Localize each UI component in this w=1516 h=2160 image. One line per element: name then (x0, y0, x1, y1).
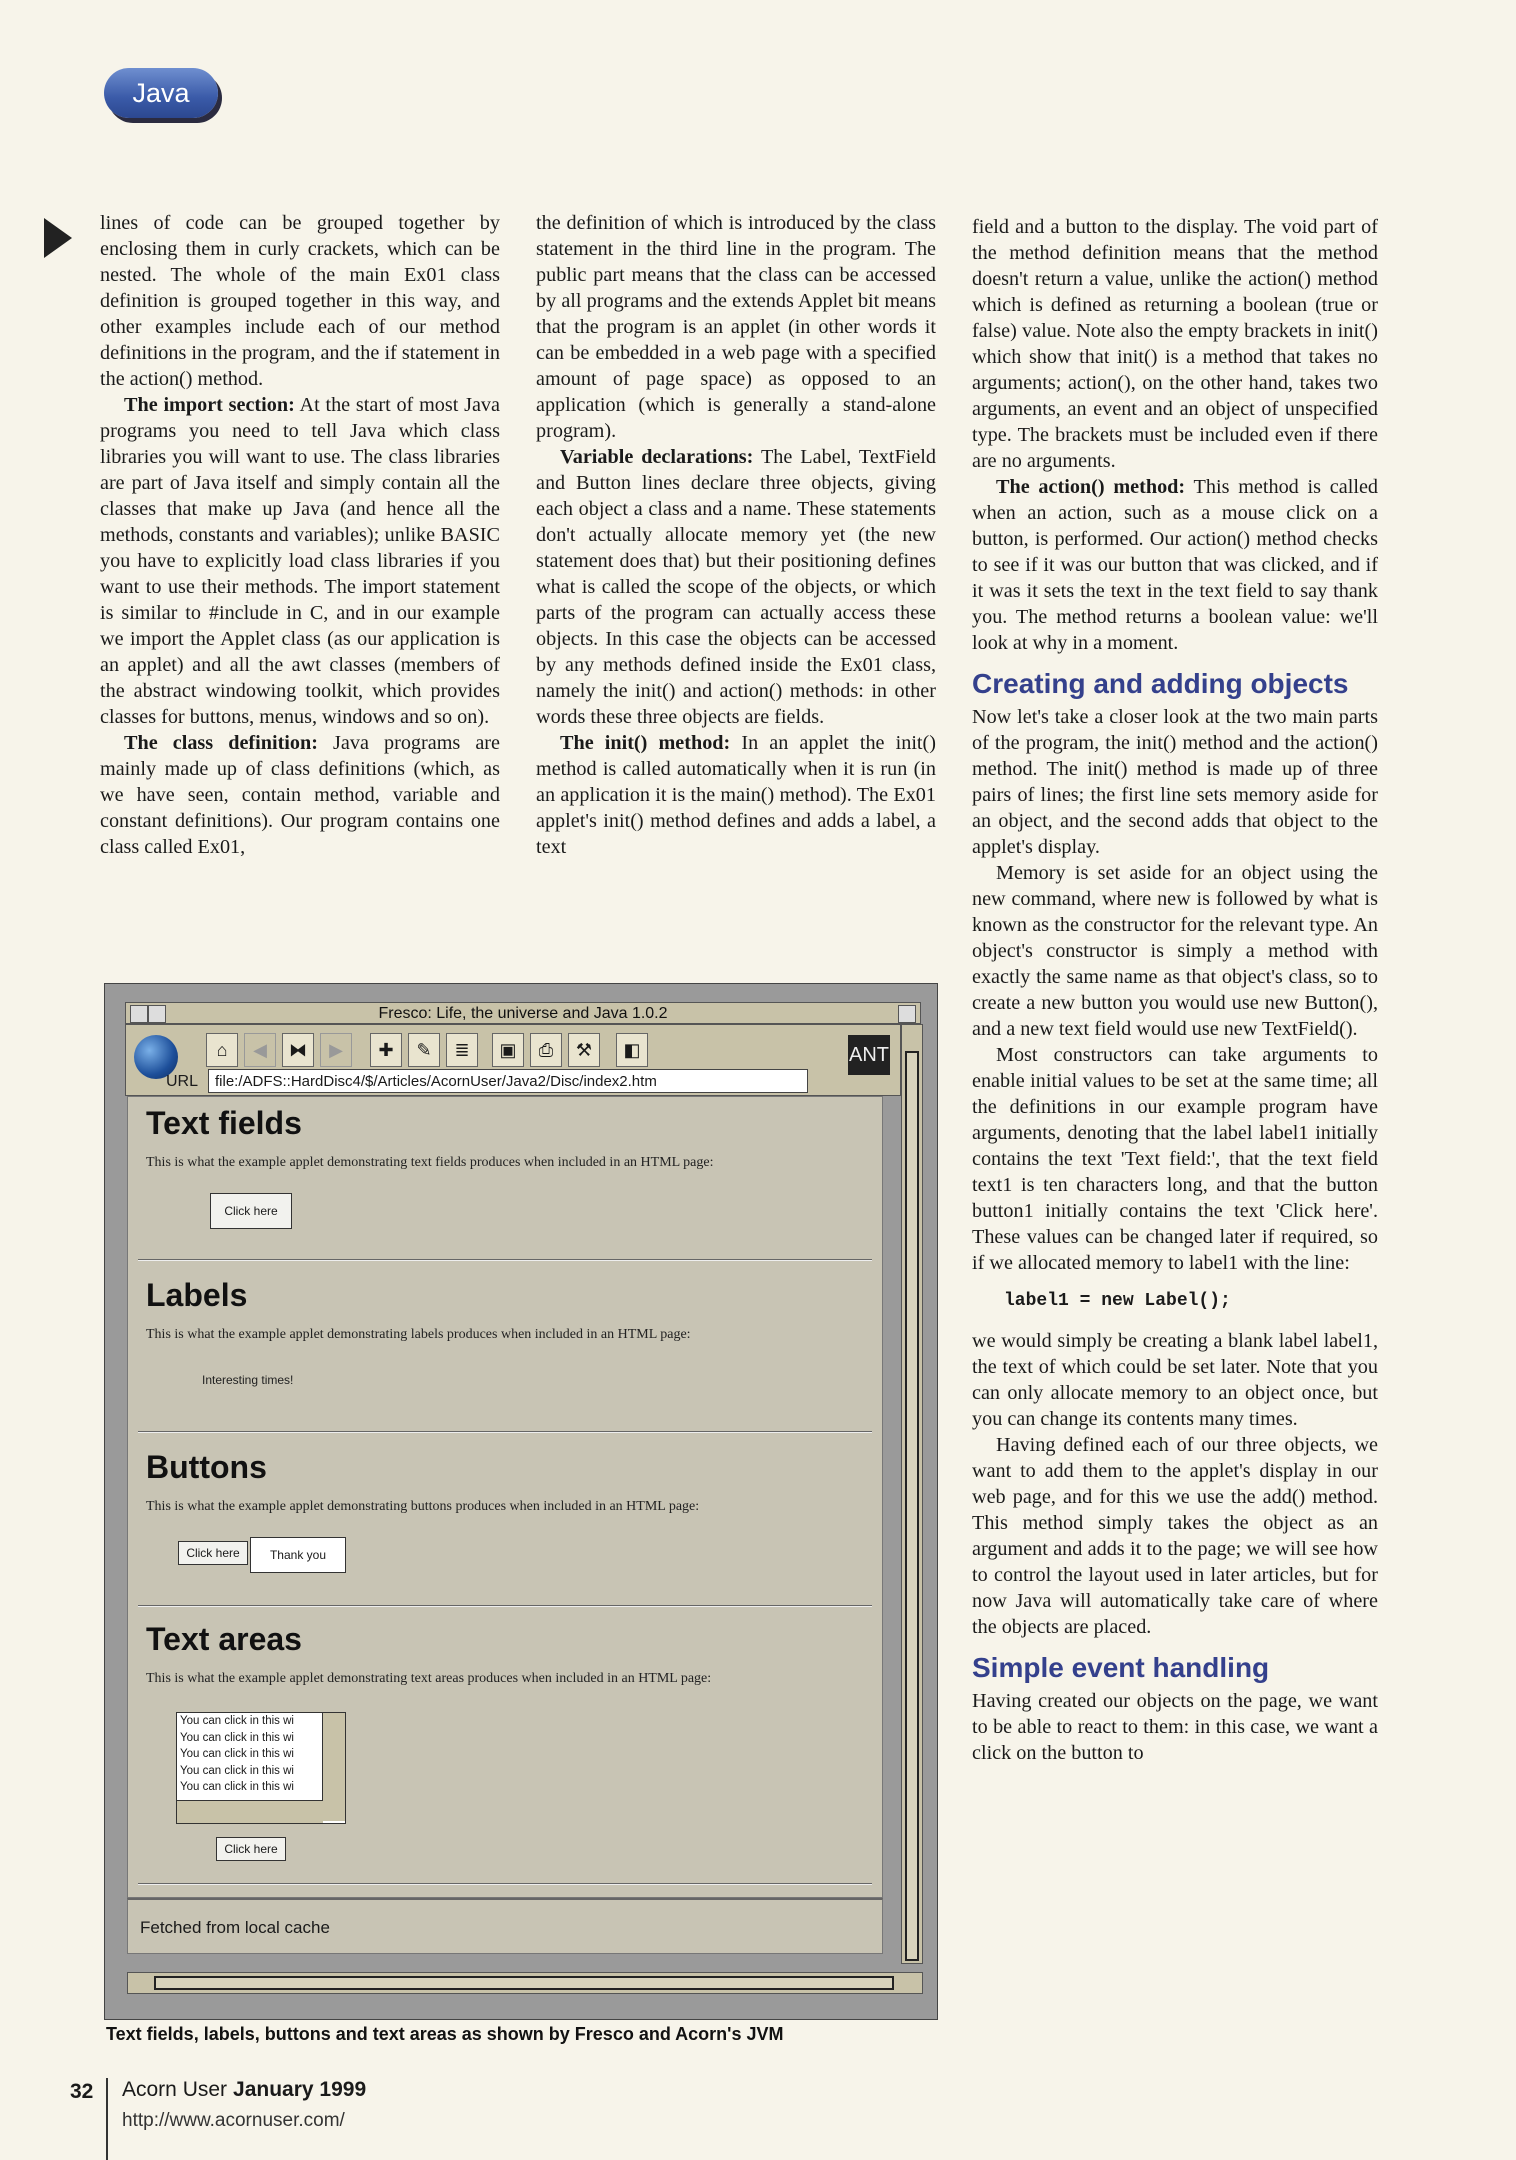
text-area-hscroll[interactable] (177, 1800, 323, 1823)
status-bar: Fetched from local cache (127, 1898, 883, 1954)
footer-url[interactable]: http://www.acornuser.com/ (122, 2110, 345, 2131)
code-snippet: label1 = new Label(); (1004, 1291, 1231, 1311)
text-area-line: You can click in this wi (180, 1764, 294, 1777)
ant-logo: ANT (848, 1035, 890, 1075)
section-heading: Text areas (146, 1621, 302, 1657)
close-icon[interactable] (148, 1005, 166, 1023)
col3-paragraph-3: Now let's take a closer look at the two main parts of the program, the init() method and the action() method. The init() method is made up of three pairs of lines; the first line sets memory aside for an object, and the second adds that object to the applet's display. (972, 706, 1378, 858)
magazine-name: Acorn User (122, 2078, 228, 2101)
col2-paragraph-1: the definition of which is introduced by the class statement in the third line in the program. The public part means that the class can be accessed by all programs and the extends Applet bit means that the program is an applet (in other words it can be embedded in a web page with a specified amount of page space) as opposed to an application (which is generally a stand-alone program). (536, 212, 936, 442)
click-here-button[interactable]: Click here (178, 1541, 248, 1565)
col3-paragraph-1: field and a button to the display. The void part of the method definition means that the method doesn't return a value, unlike the action() method which is defined as returning a boolean (true or false) value. Note also the empty brackets in init() which show that init() is a method that takes no arguments; action(), on the other hand, takes two arguments, an event and an object of unspecified type. The brackets must be included even if there are no arguments. (972, 216, 1378, 472)
section-description: This is what the example applet demonstrating labels produces when included in an HTML page: (146, 1327, 691, 1342)
creating-objects-heading: Creating and adding objects (972, 668, 1349, 699)
applet-label: Interesting times! (202, 1373, 294, 1387)
history-icon[interactable]: ⧓ (282, 1033, 314, 1067)
buttons-section (146, 1447, 876, 1515)
text-area-line: You can click in this wi (180, 1748, 294, 1760)
col3-paragraph-2-text: This method is called when an action, such as a mouse click on a button, is performed. Our action() method checks to see if it was our button that was clicked, and if it was it sets the text in the text field to say thank you. The method returns a boolean value: we'll look at why in a moment. (972, 476, 1378, 654)
col3-paragraph-7: Having defined each of our three objects, we want to add them to the applet's display in our web page, and for this we use the add() method. This method simply takes the object as an argument and adds it to the page; we will see how to control the layout used in later articles, but for now Java will automatically take care of where the objects are placed. (972, 1434, 1378, 1638)
view-source-icon[interactable]: ≣ (446, 1033, 478, 1067)
window-title: Fresco: Life, the universe and Java 1.0.2 (378, 1005, 668, 1022)
col2-paragraph-3-text: In an applet the init() method is called automatically when it is run (in an application it is the main() method). The Ex01 applet's init() method defines and adds a label, a text (536, 732, 936, 858)
browser-window-screenshot (104, 983, 938, 2020)
section-description: This is what the example applet demonstrating buttons produces when included in an HTML page: (146, 1499, 700, 1514)
class-definition-heading: The class definition: (124, 732, 318, 754)
back-icon[interactable]: ◀ (244, 1033, 276, 1067)
vertical-scroll-thumb[interactable] (905, 1051, 919, 1961)
figure-caption: Text fields, labels, buttons and text areas as shown by Fresco and Acorn's JVM (106, 2024, 784, 2044)
issue-date: January 1999 (233, 2078, 367, 2101)
home-icon[interactable]: ⌂ (206, 1033, 238, 1067)
text-area-line: You can click in this wi (180, 1781, 294, 1793)
divider (138, 1259, 872, 1261)
thank-you-field[interactable]: Thank you (250, 1537, 346, 1573)
divider (138, 1431, 872, 1433)
col2-paragraph-3 (536, 730, 936, 860)
column-1 (100, 210, 500, 860)
col3-paragraph-5: Most constructors can take arguments to enable initial values to be set at the same time; all the definitions in our example program have arguments, denoting that the label label1 initially contains the text 'Text field:', that the text field text1 is ten characters long, and that the button button1 initially contains the text 'Click here'. These values can be changed later if required, so if we allocated memory to label1 with the line: (972, 1044, 1378, 1274)
labels-section (146, 1275, 876, 1343)
divider (138, 1605, 872, 1607)
col3-paragraph-6: we would simply be creating a blank label label1, the text of which could be set later. Note that you can only allocate memory to an object once, but you can change its contents many times. (972, 1330, 1378, 1430)
horizontal-scrollbar[interactable] (127, 1972, 923, 1994)
print-icon[interactable]: ⎙ (530, 1033, 562, 1067)
text-area-line: You can click in this wi (180, 1715, 294, 1727)
import-section-heading: The import section: (124, 394, 295, 416)
status-icon[interactable]: ◧ (616, 1033, 648, 1067)
back-to-front-icon[interactable] (130, 1005, 148, 1023)
horizontal-scroll-thumb[interactable] (154, 1976, 894, 1990)
forward-icon[interactable]: ▶ (320, 1033, 352, 1067)
section-heading: Buttons (146, 1449, 267, 1485)
footer-title (122, 2078, 366, 2102)
page-content (127, 1096, 883, 1898)
event-handling-heading: Simple event handling (972, 1652, 1270, 1683)
vertical-scrollbar[interactable] (901, 1024, 923, 1964)
section-badge: Java (104, 68, 218, 118)
init-method-heading: The init() method: (560, 732, 731, 754)
col1-paragraph-1: lines of code can be grouped together by enclosing them in curly crackets, which can be nested. The whole of the main Ex01 class definition is grouped together in this way, and other examples include each of our method definitions in the program, and the if statement in the action() method. (100, 212, 500, 390)
url-field[interactable]: file:/ADFS::HardDisc4/$/Articles/AcornUser/Java2/Disc/index2.htm (208, 1069, 808, 1093)
text-area-line: You can click in this wi (180, 1731, 294, 1744)
divider (138, 1883, 872, 1885)
url-label: URL (166, 1073, 199, 1090)
toggle-size-icon[interactable] (898, 1005, 916, 1023)
text-areas-section (146, 1619, 876, 1687)
section-heading: Text fields (146, 1105, 302, 1141)
options-icon[interactable]: ⚒ (568, 1033, 600, 1067)
add-hotlist-icon[interactable]: ✚ (370, 1033, 402, 1067)
section-heading: Labels (146, 1277, 248, 1313)
window-title-bar[interactable] (125, 1002, 921, 1024)
text-fields-section (146, 1103, 876, 1171)
page-number: 32 (70, 2080, 94, 2103)
col3-paragraph-8: Having created our objects on the page, we want to be able to react to them: in this case, we want a click on the button to (972, 1690, 1378, 1764)
continue-arrow-icon (44, 218, 72, 258)
action-method-heading: The action() method: (996, 476, 1186, 498)
col1-paragraph-2-text: At the start of most Java programs you need to tell Java which class libraries you will want to use. The class libraries are part of Java itself and simply contain all the classes that make up Java (and hence all the methods, constants and variables); unlike BASIC you have to explicitly load class libraries if you want to use their methods. The import statement is similar to #include in C, and in our example we import the Applet class (as our application is an applet) and all the awt classes (members of the abstract windowing toolkit, which provides classes for buttons, menus, windows and so on). (100, 394, 500, 728)
text-area-vscroll[interactable] (322, 1713, 345, 1821)
click-here-button[interactable]: Click here (216, 1837, 286, 1861)
col1-paragraph-3-text: Java programs are mainly made up of class definitions (which, as we have seen, contain method, variable and constant definitions). Our program contains one class called Ex01, (100, 732, 500, 858)
section-description: This is what the example applet demonstrating text fields produces when included in an HTML page: (146, 1155, 714, 1170)
col2-paragraph-2 (536, 444, 936, 730)
col3-paragraph-2 (972, 474, 1378, 656)
variable-declarations-heading: Variable declarations: (560, 446, 754, 468)
col1-paragraph-2 (100, 392, 500, 730)
col1-paragraph-3 (100, 730, 500, 860)
column-2 (536, 210, 936, 860)
col3-paragraph-4: Memory is set aside for an object using the new command, where new is followed by what is known as the constructor for the relevant type. An object's constructor is simply a method with exactly the same name as that object's class, so to create a new button you would use new Button(), and a new text field would use new TextField(). (972, 862, 1378, 1040)
browser-toolbar (125, 1024, 901, 1096)
applet-text-area[interactable] (176, 1712, 346, 1824)
col2-paragraph-2-text: The Label, TextField and Button lines declare three objects, giving each object a class and a name. These statements don't actually allocate memory yet (the new statement does that) but their positioning defines what is called the scope of the objects, or which parts of the program can actually access these objects. In this case the objects can be accessed by any methods defined inside the Ex01 class, namely the init() and action() methods: in other words these three objects are fields. (536, 446, 936, 728)
section-description: This is what the example applet demonstrating text areas produces when included in an HTML page: (146, 1671, 712, 1686)
footer-divider (106, 2078, 108, 2160)
hotlist-icon[interactable]: ✎ (408, 1033, 440, 1067)
column-3 (972, 214, 1378, 1766)
save-icon[interactable]: ▣ (492, 1033, 524, 1067)
click-here-button[interactable]: Click here (210, 1193, 292, 1229)
